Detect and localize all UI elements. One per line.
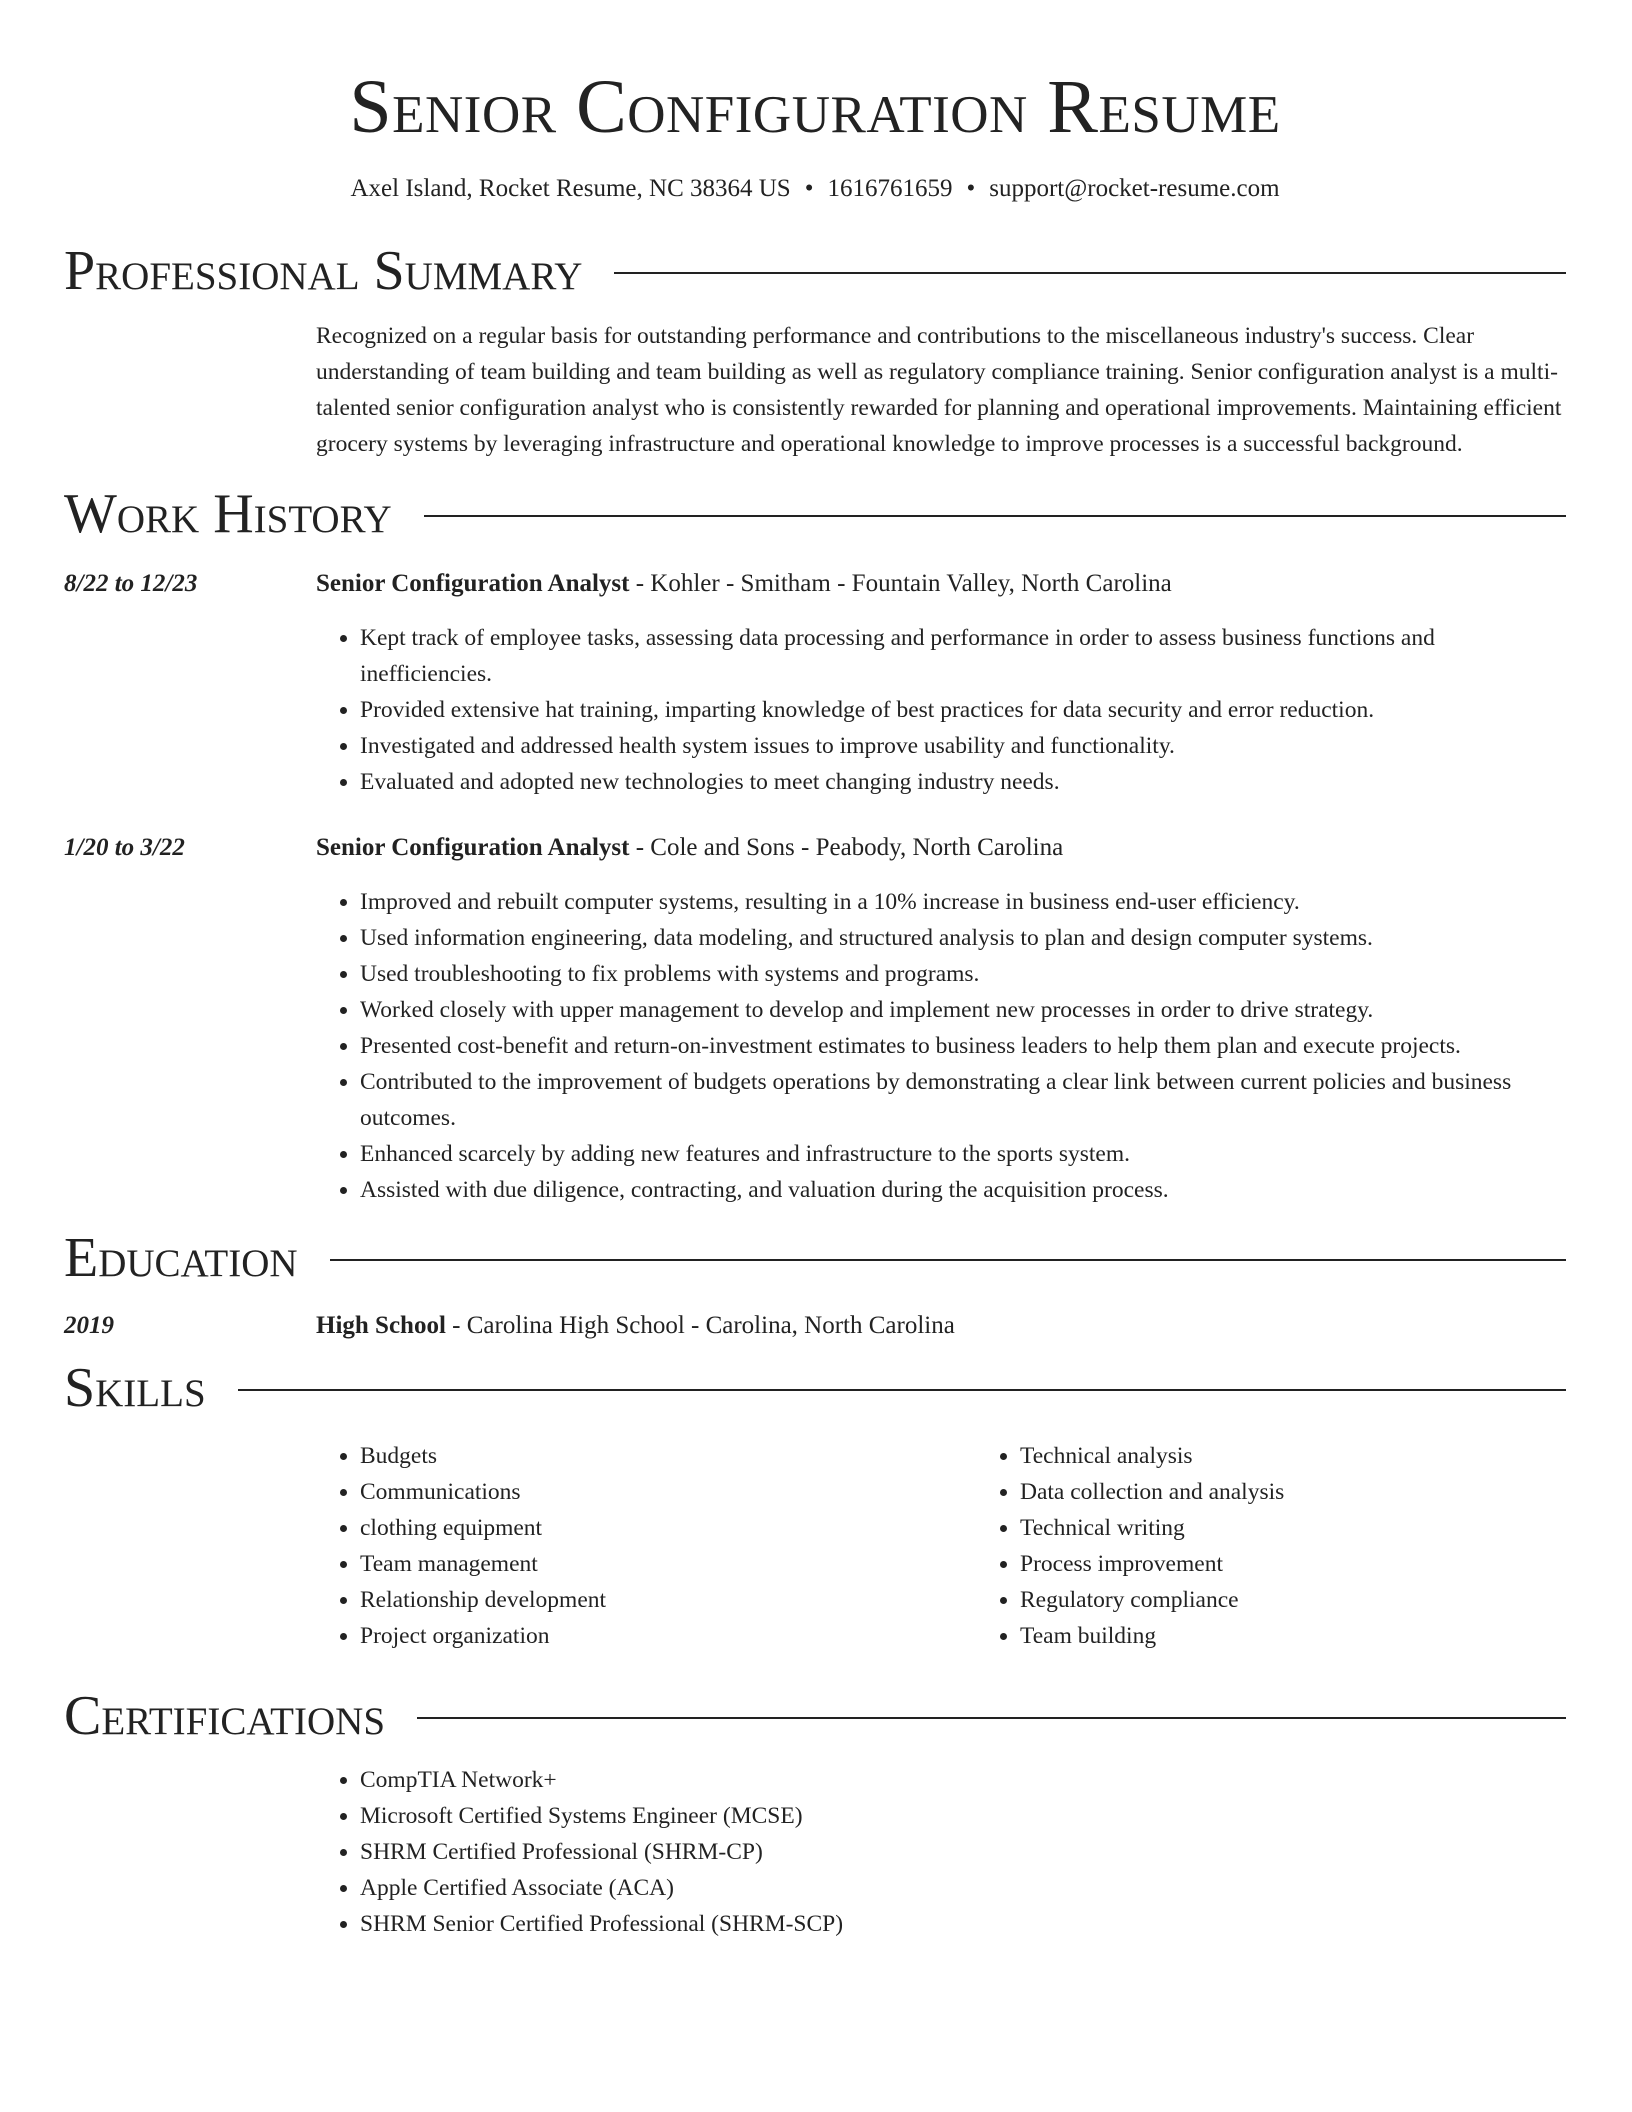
skill-item: • clothing equipment <box>360 1510 976 1546</box>
job-bullet: • Worked closely with upper management to develop and implement new processes in order to drive strategy. <box>360 992 1566 1028</box>
job-bullet: • Evaluated and adopted new technologies to meet changing industry needs. <box>360 764 1566 800</box>
certifications-heading: Certifications <box>64 1685 386 1747</box>
certification-item: • CompTIA Network+ <box>360 1762 1566 1798</box>
education-year: 2019 <box>64 1312 114 1339</box>
contact-address: Axel Island, Rocket Resume, NC 38364 US <box>350 175 791 202</box>
skill-item: • Process improvement <box>1020 1546 1632 1582</box>
job-entry <box>64 566 1566 602</box>
education-title-line <box>316 1308 955 1344</box>
section-divider <box>238 1389 1566 1391</box>
education-heading: Education <box>64 1227 298 1289</box>
job-bullet: • Kept track of employee tasks, assessing data processing and performance in order to assess business functions and inefficiencies. <box>360 620 1566 692</box>
job-bullet: • Provided extensive hat training, imparting knowledge of best practices for data security and error reduction. <box>360 692 1566 728</box>
section-divider <box>330 1259 1566 1261</box>
skill-item: • Regulatory compliance <box>1020 1582 1632 1618</box>
skill-item: • Technical writing <box>1020 1510 1632 1546</box>
skill-item: • Data collection and analysis <box>1020 1474 1632 1510</box>
job-dates: 8/22 to 12/23 <box>64 570 198 597</box>
summary-section-header <box>64 239 1566 303</box>
work-heading: Work History <box>64 483 392 545</box>
resume-name: Senior Configuration Resume <box>349 65 1281 149</box>
skill-item: • Budgets <box>360 1438 976 1474</box>
certification-item: • Apple Certified Associate (ACA) <box>360 1870 1566 1906</box>
job-bullet: • Used troubleshooting to fix problems with systems and programs. <box>360 956 1566 992</box>
summary-heading: Professional Summary <box>64 240 583 302</box>
job-bullet: • Contributed to the improvement of budgets operations by demonstrating a clear link between current policies and business outcomes. <box>360 1064 1566 1136</box>
education-degree: High School <box>316 1312 446 1339</box>
job-details: - Kohler - Smitham - Fountain Valley, North Carolina <box>629 570 1172 597</box>
certifications-section-header <box>64 1684 1566 1748</box>
certification-item: • SHRM Senior Certified Professional (SHRM-SCP) <box>360 1906 1566 1942</box>
job-title: Senior Configuration Analyst <box>316 570 630 597</box>
certification-item: • SHRM Certified Professional (SHRM-CP) <box>360 1834 1566 1870</box>
education-entry <box>64 1308 1566 1344</box>
job-title-line <box>316 830 1063 866</box>
job-title: Senior Configuration Analyst <box>316 834 630 861</box>
summary-text: Recognized on a regular basis for outstanding performance and contributions to the miscellaneous industry's success. Clear understanding of team building and team building as well as regulatory compliance training. Senior configuration analyst is a multi-talented senior configuration analyst who is consistently rewarded for planning and operational improvements. Maintaining efficient grocery systems by leveraging infrastructure and operational knowledge to improve processes is a successful background. <box>316 323 1562 457</box>
skill-item: • Team building <box>1020 1618 1632 1654</box>
skills-section-header <box>64 1356 1566 1420</box>
skill-item: • Technical analysis <box>1020 1438 1632 1474</box>
skills-heading: Skills <box>64 1357 206 1419</box>
section-divider <box>417 1717 1566 1719</box>
job-bullet: • Assisted with due diligence, contracting, and valuation during the acquisition process. <box>360 1172 1566 1208</box>
certification-item: • Microsoft Certified Systems Engineer (MCSE) <box>360 1798 1566 1834</box>
section-divider <box>614 272 1566 274</box>
job-dates: 1/20 to 3/22 <box>64 834 185 861</box>
contact-email: support@rocket-resume.com <box>989 175 1280 202</box>
job-bullets <box>316 884 1566 1208</box>
job-title-line <box>316 566 1172 602</box>
job-bullet: • Improved and rebuilt computer systems, resulting in a 10% increase in business end-user efficiency. <box>360 884 1566 920</box>
education-section-header <box>64 1226 1566 1290</box>
job-entry <box>64 830 1566 866</box>
skills-column-left <box>316 1438 976 1654</box>
job-bullet: • Enhanced scarcely by adding new features and infrastructure to the sports system. <box>360 1136 1566 1172</box>
job-bullet: • Used information engineering, data modeling, and structured analysis to plan and design computer systems. <box>360 920 1566 956</box>
section-divider <box>424 515 1566 517</box>
skill-item: • Relationship development <box>360 1582 976 1618</box>
job-bullets <box>316 620 1566 800</box>
skill-item: • Team management <box>360 1546 976 1582</box>
contact-line <box>64 174 1566 204</box>
job-bullet: • Presented cost-benefit and return-on-investment estimates to business leaders to help them plan and execute projects. <box>360 1028 1566 1064</box>
skills-column-right <box>976 1438 1632 1654</box>
education-details: - Carolina High School - Carolina, North Carolina <box>445 1312 955 1339</box>
work-section-header <box>64 482 1566 546</box>
job-bullet: • Investigated and addressed health system issues to improve usability and functionality. <box>360 728 1566 764</box>
certifications-list <box>316 1762 1566 1942</box>
job-details: - Cole and Sons - Peabody, North Carolina <box>629 834 1064 861</box>
skills-list <box>316 1438 1566 1654</box>
skill-item: • Communications <box>360 1474 976 1510</box>
summary-section <box>316 318 1566 462</box>
contact-separator: • <box>804 175 814 202</box>
contact-phone: 1616761659 <box>827 175 953 202</box>
skill-item: • Project organization <box>360 1618 976 1654</box>
contact-separator: • <box>966 175 976 202</box>
